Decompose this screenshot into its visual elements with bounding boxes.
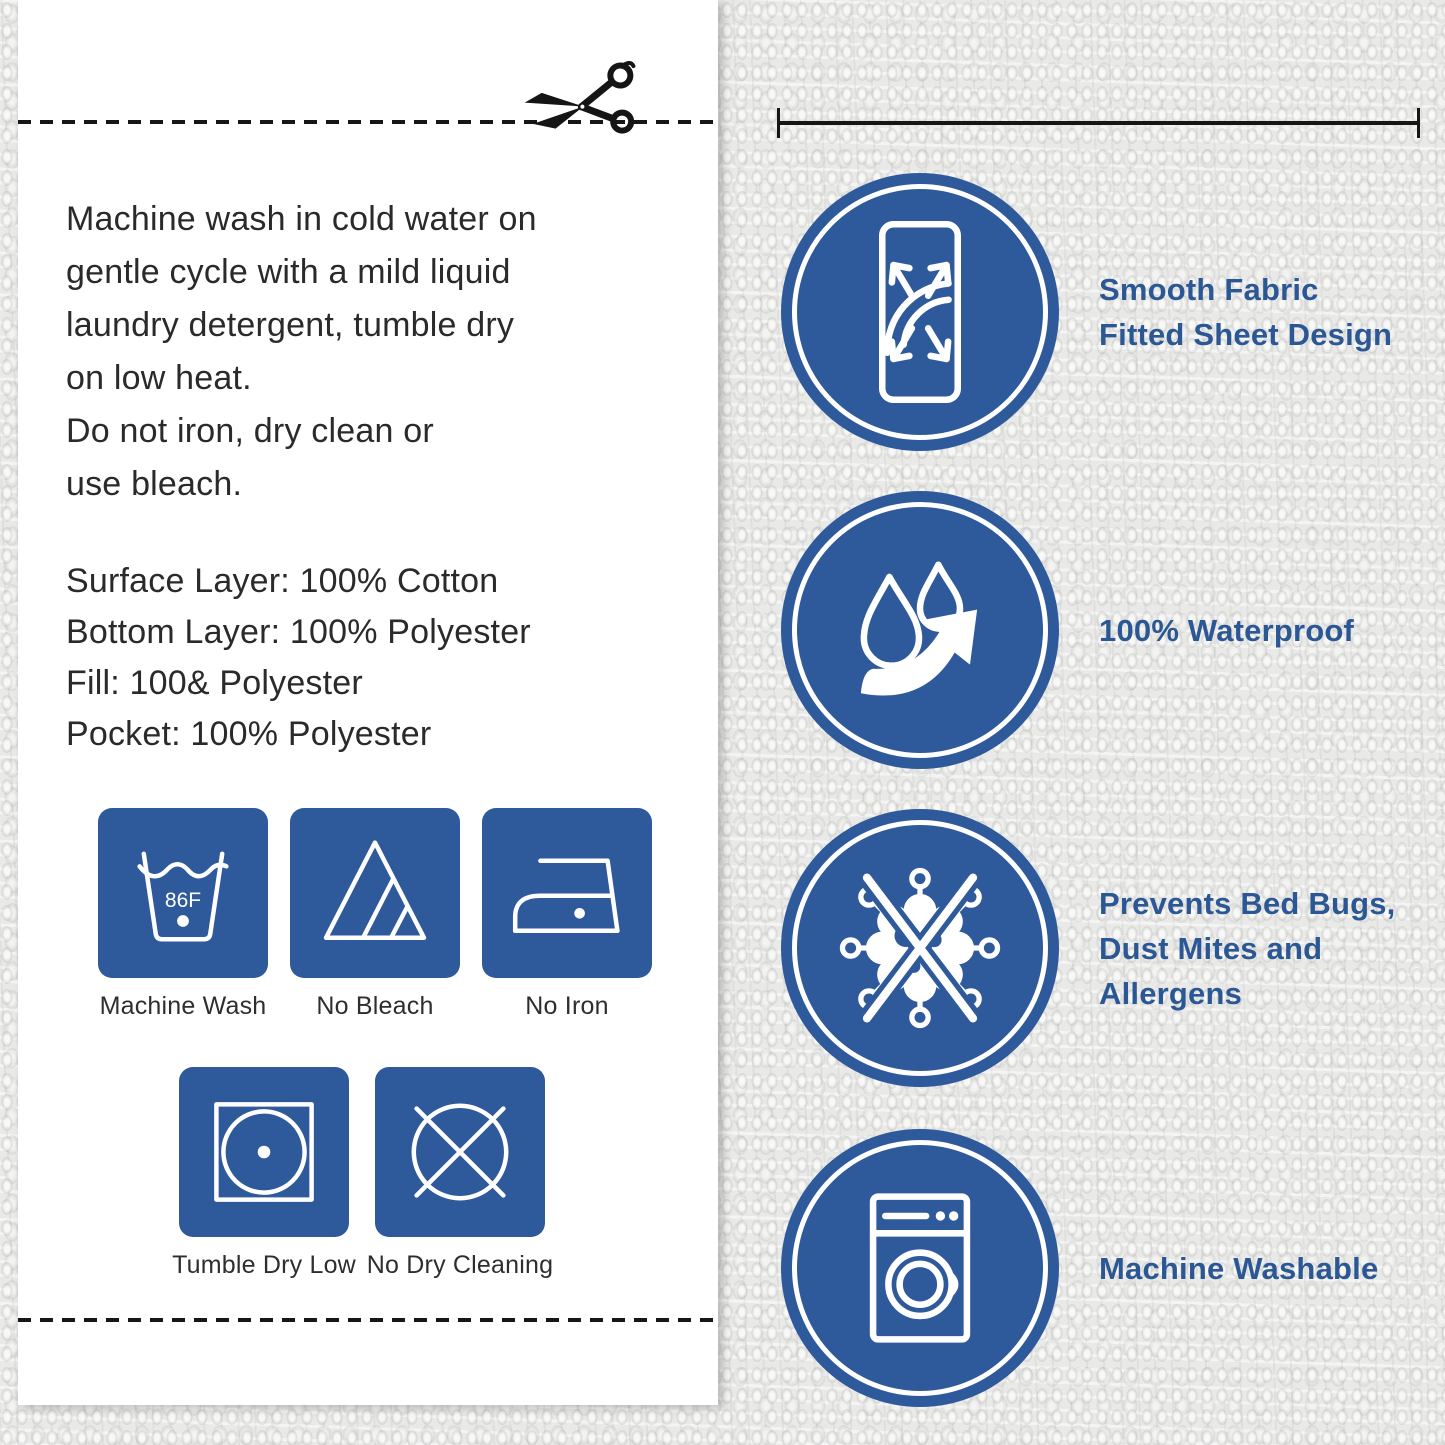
dimension-tick-right (1417, 108, 1420, 138)
feature-label-line: Prevents Bed Bugs, (1099, 885, 1396, 921)
materials-list (66, 556, 531, 760)
material-line: Surface Layer: 100% Cotton (66, 562, 499, 600)
no-dry-cleaning-icon (390, 1082, 530, 1222)
feature-label (1099, 881, 1395, 1016)
material-line: Bottom Layer: 100% Polyester (66, 613, 531, 651)
no-iron-icon (497, 823, 637, 963)
cut-line-bottom (18, 1318, 718, 1322)
care-instructions-line: gentle cycle with a mild liquid (66, 253, 511, 291)
feature-label-line: Allergens (1099, 975, 1243, 1011)
no-iron-symbol (482, 808, 652, 978)
feature-label (1099, 1246, 1378, 1291)
care-instructions (66, 193, 537, 511)
care-instructions-line: on low heat. (66, 359, 252, 397)
feature-label-line: Machine Washable (1099, 1250, 1379, 1286)
care-symbol-label: Machine Wash (99, 992, 267, 1020)
care-instructions-line: Do not iron, dry clean or (66, 412, 434, 450)
feature-smooth-fabric (781, 173, 1441, 451)
feature-label-line: Dust Mites and (1099, 930, 1323, 966)
material-line: Pocket: 100% Polyester (66, 715, 432, 753)
feature-label (1099, 267, 1392, 357)
tumble-dry-low-icon (194, 1082, 334, 1222)
feature-label-line: Smooth Fabric (1099, 272, 1319, 307)
no-dry-cleaning-symbol (375, 1067, 545, 1237)
material-line: Fill: 100& Polyester (66, 664, 363, 702)
machine-wash-symbol (98, 808, 268, 978)
care-symbol-label: No Iron (525, 992, 609, 1020)
care-label-panel (18, 0, 718, 1405)
allergen-crossed-icon (818, 846, 1022, 1050)
no-bleach-symbol (290, 808, 460, 978)
care-instructions-line: Machine wash in cold water on (66, 200, 537, 238)
fitted-sheet-stretch-icon (818, 210, 1022, 414)
machine-wash-icon (113, 823, 253, 963)
dimension-line (777, 108, 1420, 138)
feature-waterproof (781, 491, 1441, 769)
anti-allergen-badge (781, 809, 1059, 1087)
care-instructions-line: use bleach. (66, 465, 243, 503)
smooth-fabric-badge (781, 173, 1059, 451)
feature-label-line: 100% Waterproof (1099, 612, 1355, 648)
dimension-bar (777, 121, 1420, 125)
washing-machine-icon (818, 1166, 1022, 1370)
feature-machine-washable (781, 1129, 1441, 1407)
no-bleach-icon (305, 823, 445, 963)
feature-anti-allergen (781, 809, 1441, 1087)
machine-washable-badge (781, 1129, 1059, 1407)
scissors-icon (519, 54, 677, 149)
waterproof-badge (781, 491, 1059, 769)
care-symbol-label: No Bleach (316, 992, 434, 1020)
care-symbol-label: No Dry Cleaning (366, 1251, 554, 1279)
wash-temperature-label: 86F (164, 889, 202, 912)
tumble-dry-low-symbol (179, 1067, 349, 1237)
care-instructions-line: laundry detergent, tumble dry (66, 306, 515, 344)
feature-label-line: Fitted Sheet Design (1099, 317, 1393, 352)
feature-label (1099, 608, 1354, 653)
waterproof-drops-icon (818, 528, 1022, 732)
care-symbol-label: Tumble Dry Low (172, 1251, 356, 1279)
